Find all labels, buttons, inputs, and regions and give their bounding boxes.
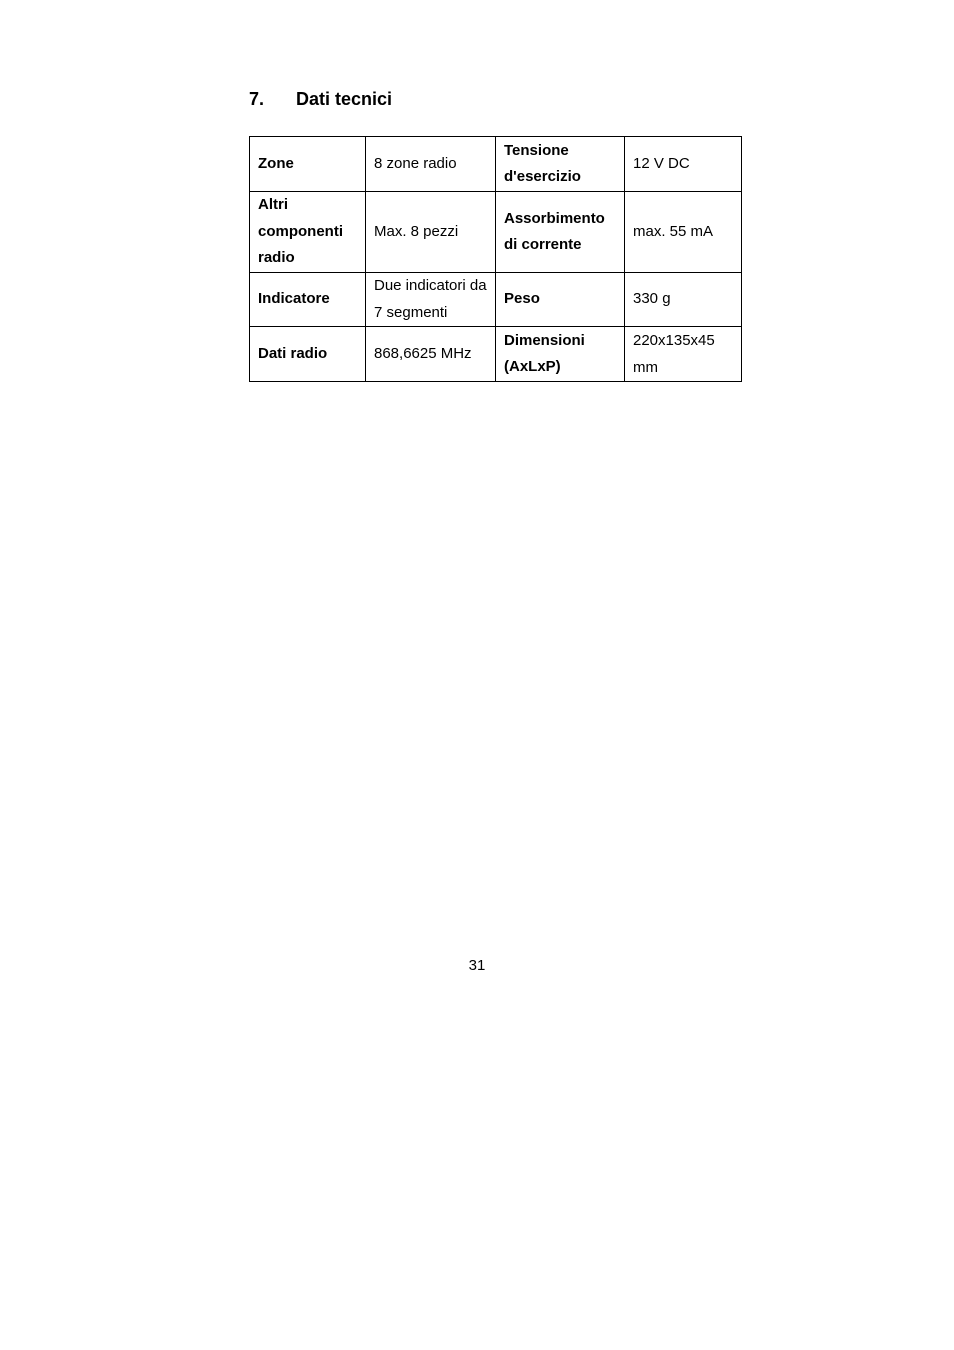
spec-label: Tensione d'esercizio [496, 137, 625, 192]
spec-value: Due indicatori da 7 segmenti [366, 273, 496, 327]
section-heading [249, 89, 392, 110]
spec-value: 868,6625 MHz [366, 327, 496, 382]
spec-label: Altri componenti radio [250, 192, 366, 273]
spec-label: Assorbimento di corrente [496, 192, 625, 273]
spec-value: Max. 8 pezzi [366, 192, 496, 273]
table-row [250, 273, 742, 327]
section-title: Dati tecnici [296, 89, 393, 109]
spec-label: Zone [250, 137, 366, 192]
section-number: 7. [249, 89, 265, 109]
spec-value: 8 zone radio [366, 137, 496, 192]
technical-specs-table [249, 136, 742, 382]
spec-value: 12 V DC [625, 137, 742, 192]
table-row [250, 327, 742, 382]
page-number: 31 [468, 957, 486, 974]
spec-label: Dimensioni (AxLxP) [496, 327, 625, 382]
table-row [250, 137, 742, 192]
spec-label: Indicatore [250, 273, 366, 327]
spec-label: Peso [496, 273, 625, 327]
table-row [250, 192, 742, 273]
spec-label: Dati radio [250, 327, 366, 382]
spec-value: max. 55 mA [625, 192, 742, 273]
spec-value: 220x135x45 mm [625, 327, 742, 382]
spec-value: 330 g [625, 273, 742, 327]
